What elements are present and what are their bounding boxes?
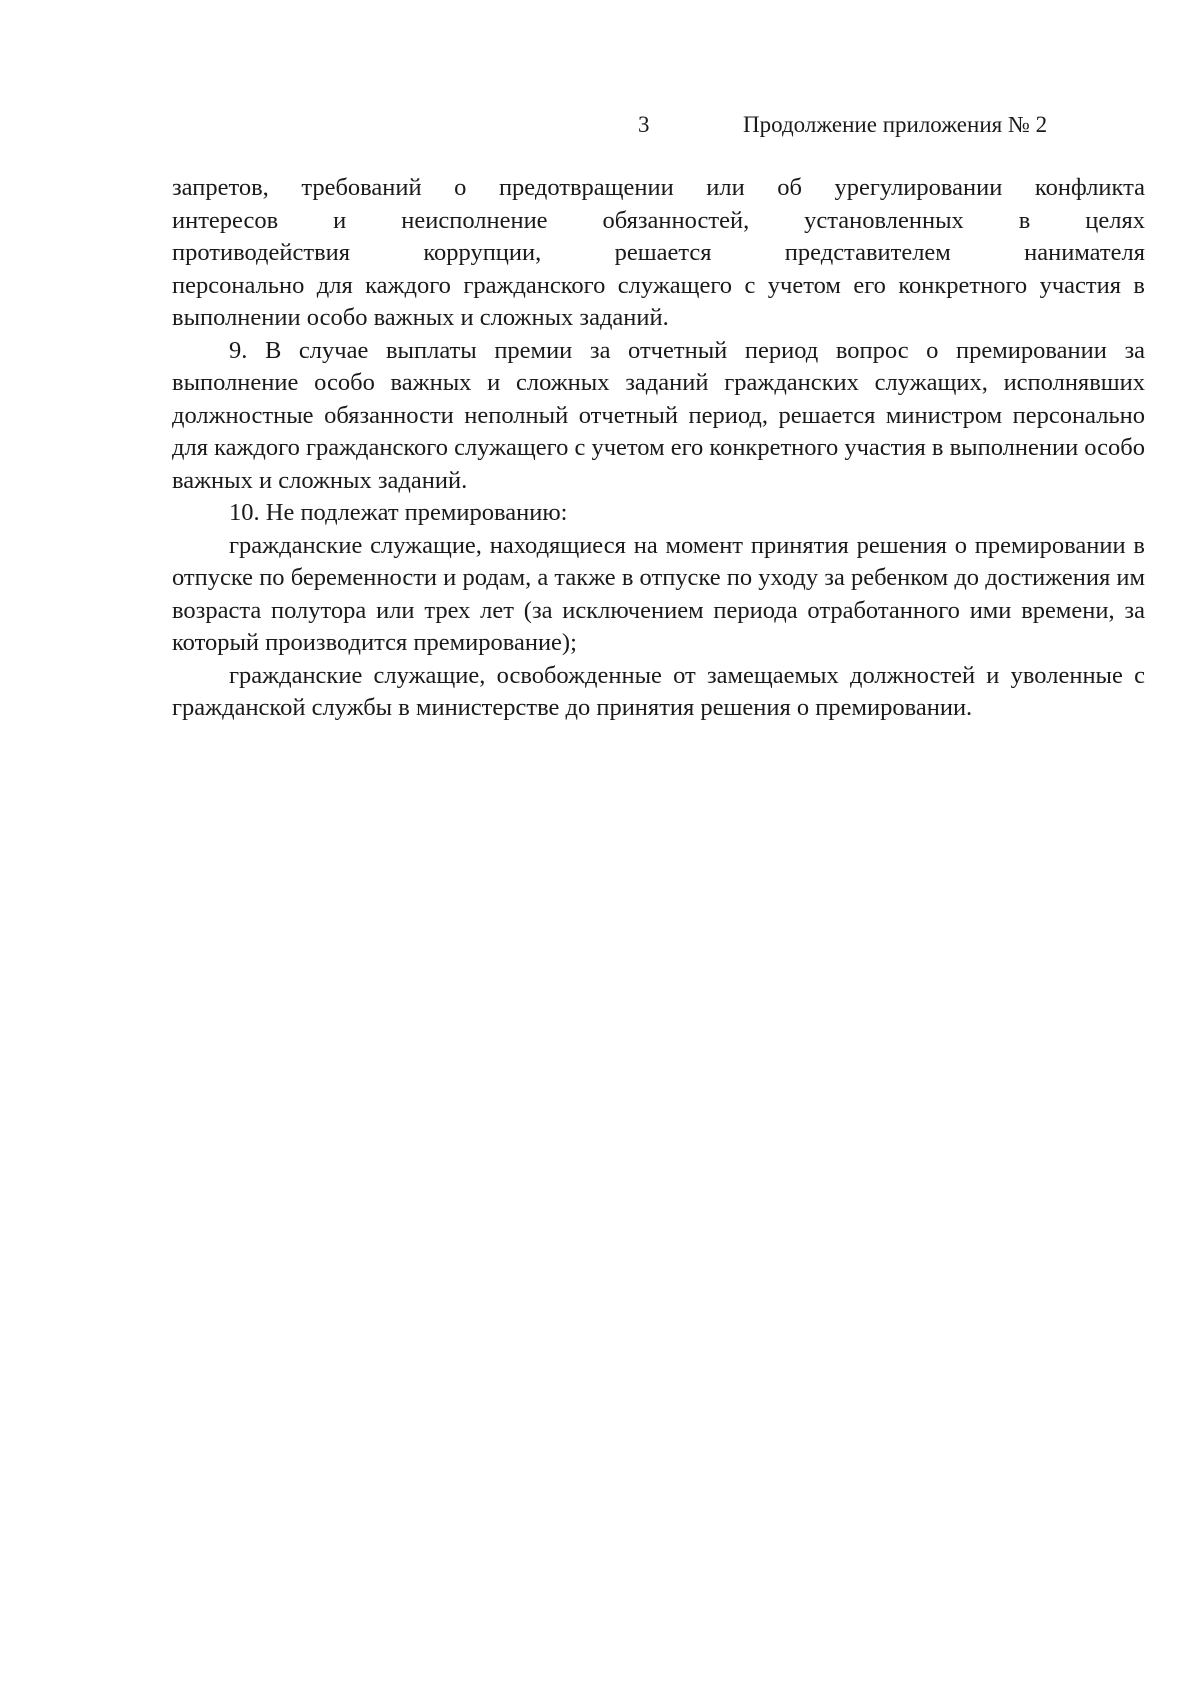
appendix-continuation-title: Продолжение приложения № 2 <box>743 112 1048 137</box>
page-number: 3 <box>638 112 650 137</box>
paragraph-continuation-line-3: противодействия коррупции, решается представителем нанимателя <box>172 239 1145 266</box>
paragraph-continuation-line-2: интересов и неисполнение обязанностей, установленных в целях <box>172 206 1145 234</box>
paragraph-maternity-leave: гражданские служащие, находящиеся на момент принятия решения о премировании в отпуске по беременности и родам, а также в отпуске по уходу за ребенком до достижения им возраста полутора или трех лет (за исключением периода отработанного ими времени, за который производится премирование); <box>172 531 1145 656</box>
paragraph-continuation-rest: персонально для каждого гражданского служащего с учетом его конкретного участия в выполнении особо важных и сложных заданий. <box>172 271 1145 331</box>
document-body <box>172 172 1145 725</box>
page-header <box>0 112 1200 142</box>
paragraph-dismissed-employees: гражданские служащие, освобожденные от замещаемых должностей и уволенные с гражданской службы в министерстве до принятия решения о премировании. <box>172 661 1145 721</box>
paragraph-item-10: 10. Не подлежат премированию: <box>229 499 568 526</box>
paragraph-item-9: 9. В случае выплаты премии за отчетный период вопрос о премировании за выполнение особо важных и сложных заданий гражданских служащих, исполнявших должностные обязанности неполный отчетный период, решается министром персонально для каждого гражданского служащего с учетом его конкретного участия в выполнении особо важных и сложных заданий. <box>172 336 1146 494</box>
paragraph-continuation-line-1: запретов, требований о предотвращении или об урегулировании конфликта <box>172 174 1145 201</box>
